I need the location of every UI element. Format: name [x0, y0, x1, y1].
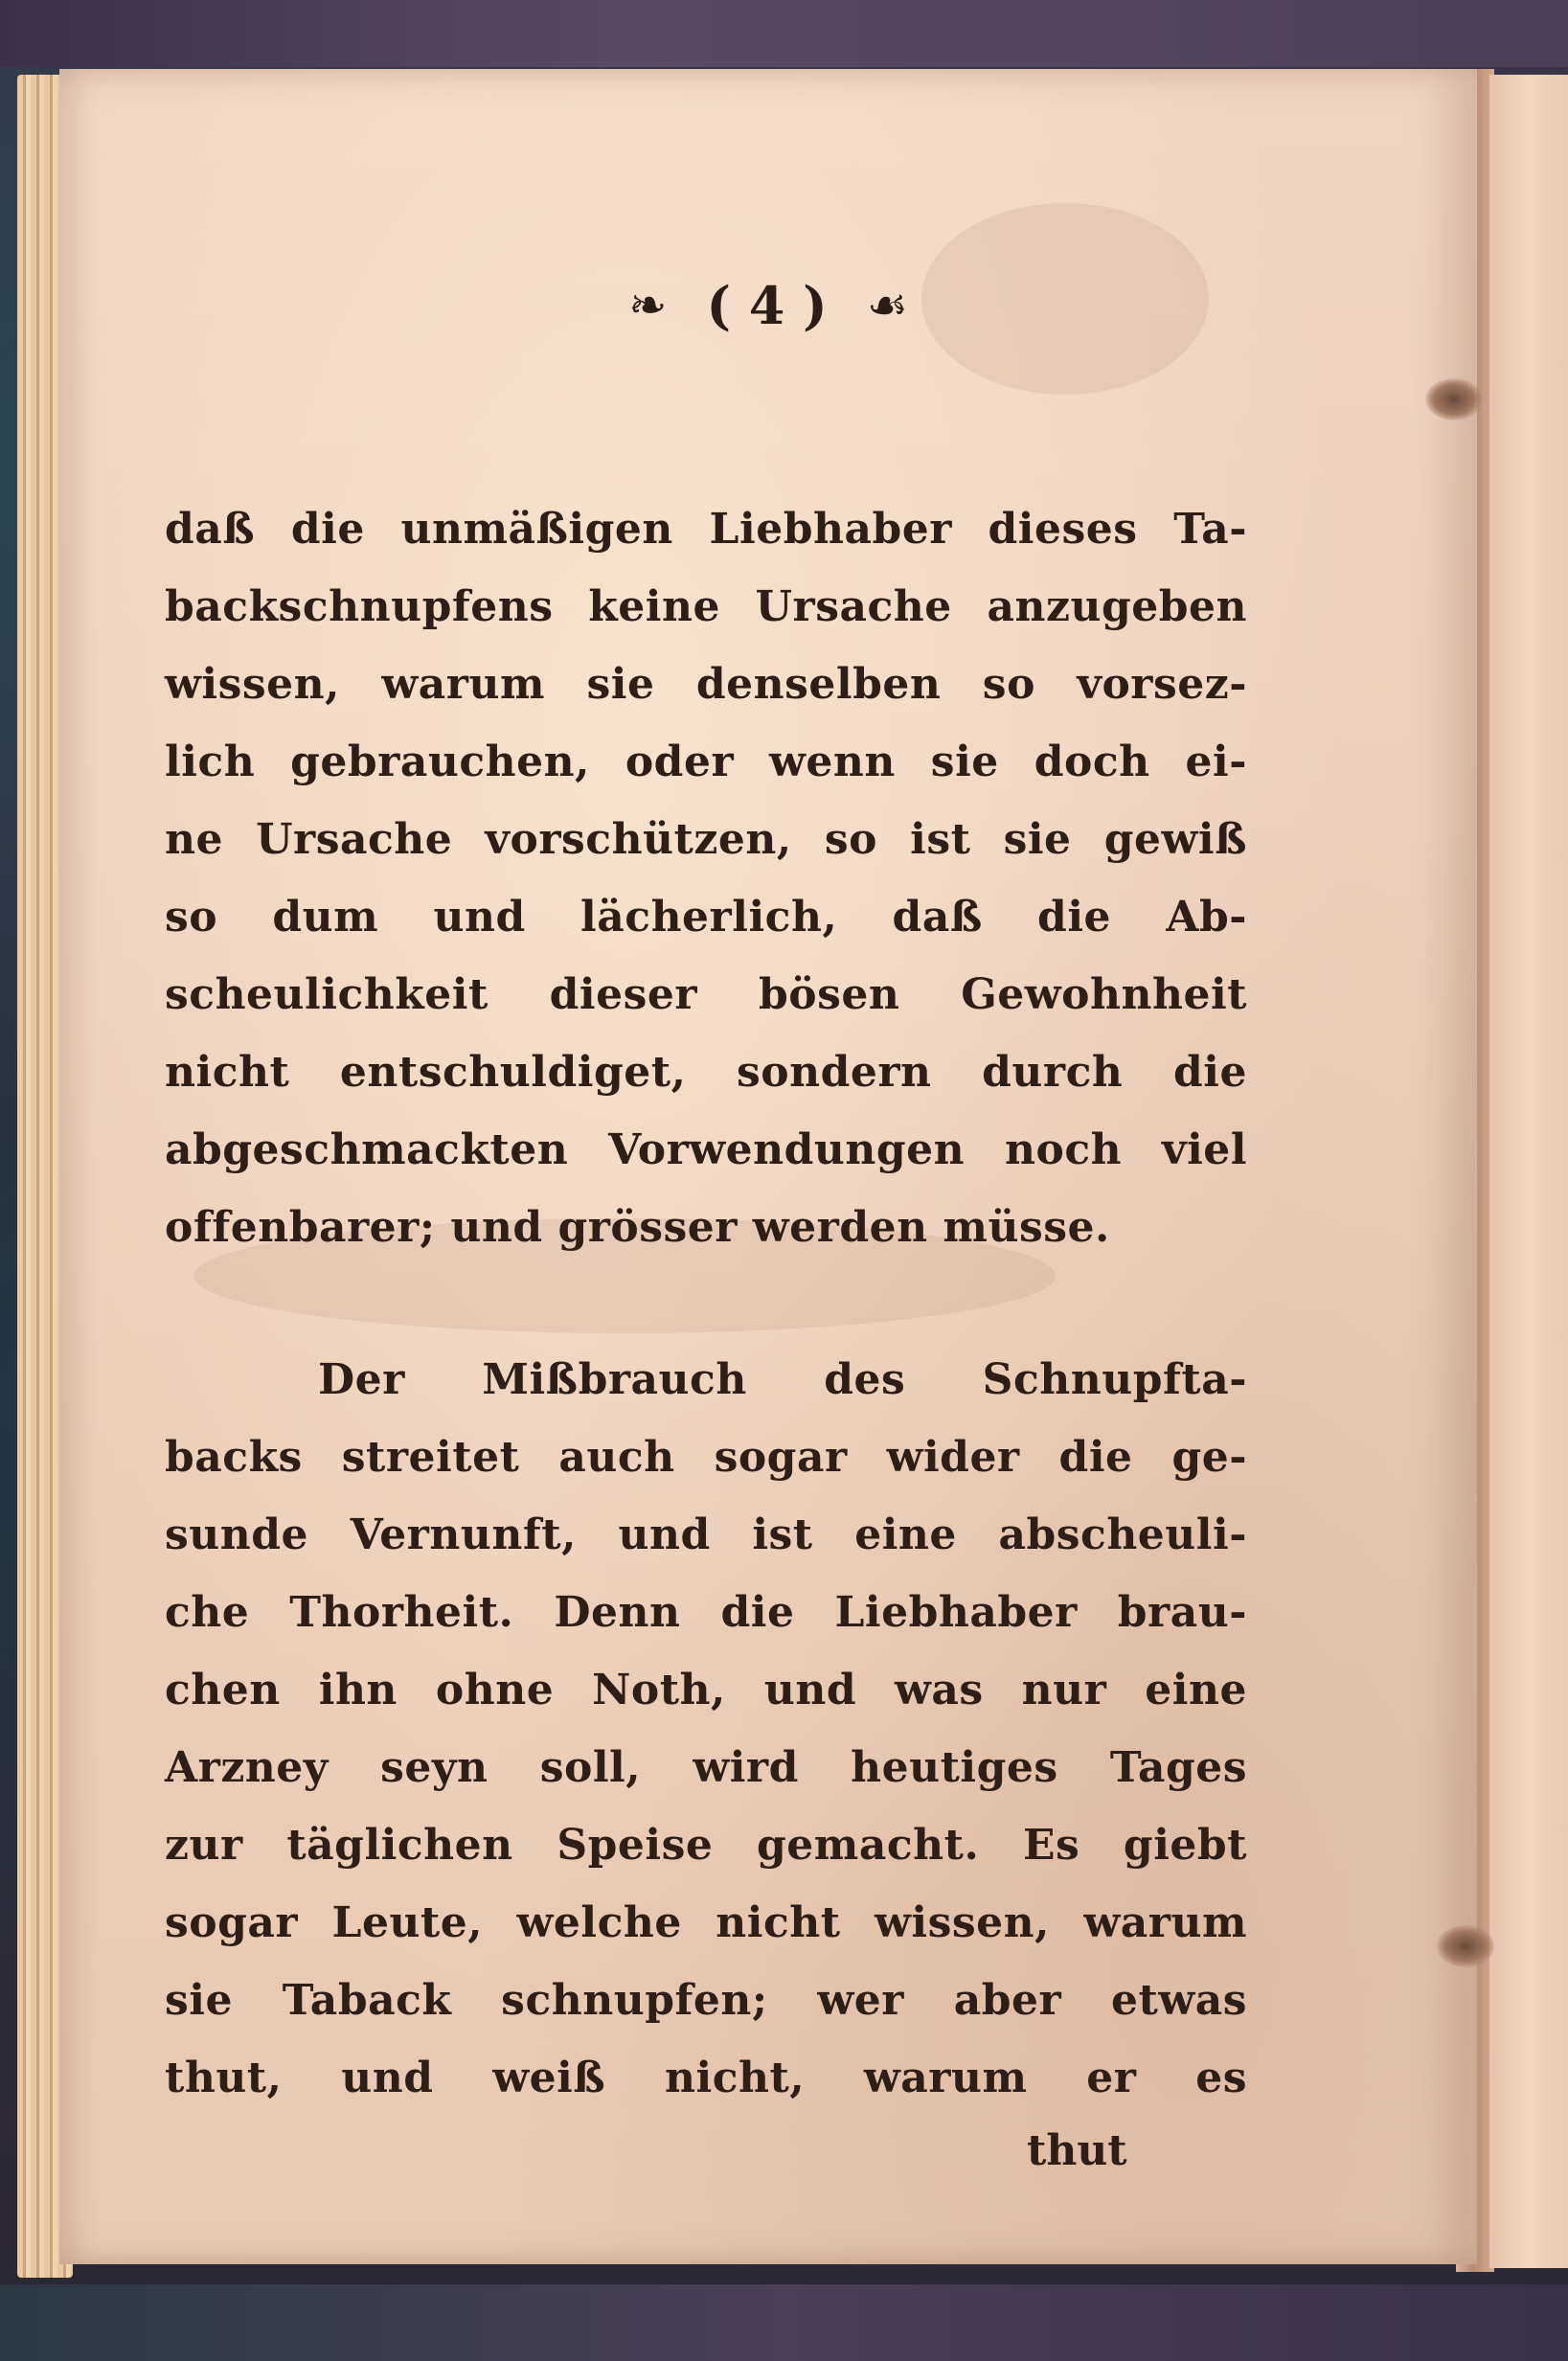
- text-line: Arzney seyn soll, wird heutiges Tages: [165, 1743, 1247, 1792]
- book-cover-top: [0, 0, 1568, 67]
- text-line: zur täglichen Speise gemacht. Es giebt: [165, 1821, 1247, 1870]
- catchword: thut: [1027, 2126, 1127, 2175]
- text-line: offenbarer; und grösser werden müsse.: [165, 1203, 1110, 1252]
- text-line: abgeschmackten Vorwendungen noch viel: [165, 1125, 1247, 1174]
- paper-tear: [1425, 378, 1483, 420]
- text-line: thut, und weiß nicht, warum er es: [165, 2054, 1247, 2102]
- ornament-right-icon: ☙: [866, 279, 908, 332]
- facing-page-edge: [1489, 75, 1568, 2268]
- paper-tear: [1437, 1925, 1494, 1967]
- text-line: Der Mißbrauch des Schnupfta-: [318, 1355, 1247, 1404]
- text-line: backs streitet auch sogar wider die ge-: [165, 1433, 1247, 1482]
- text-line: chen ihn ohne Noth, und was nur eine: [165, 1666, 1247, 1714]
- text-line: so dum und lächerlich, daß die Ab-: [165, 893, 1247, 942]
- ornament-left-icon: ❧: [628, 279, 668, 332]
- text-line: sogar Leute, welche nicht wissen, warum: [165, 1898, 1247, 1947]
- text-line: backschnupfens keine Ursache anzugeben: [165, 582, 1247, 631]
- page-text: [59, 69, 1477, 2264]
- text-line: sunde Vernunft, und ist eine abscheuli-: [165, 1510, 1247, 1559]
- page-header: [59, 275, 1477, 336]
- text-line: lich gebrauchen, oder wenn sie doch ei-: [165, 738, 1247, 786]
- book-page: [59, 69, 1477, 2264]
- text-line: daß die unmäßigen Liebhaber dieses Ta-: [165, 505, 1247, 554]
- text-line: che Thorheit. Denn die Liebhaber brau-: [165, 1588, 1247, 1637]
- text-line: scheulichkeit dieser bösen Gewohnheit: [165, 970, 1247, 1019]
- paragraph-1: [165, 490, 1247, 1266]
- text-line: nicht entschuldiget, sondern durch die: [165, 1048, 1247, 1097]
- book-cover-bottom: [0, 2284, 1568, 2361]
- text-line: wissen, warum sie denselben so vorsez-: [165, 660, 1247, 709]
- text-line: sie Taback schnupfen; wer aber etwas: [165, 1976, 1247, 2025]
- paragraph-2: [165, 1341, 1247, 2117]
- page-number: ( 4 ): [706, 275, 828, 336]
- text-line: ne Ursache vorschützen, so ist sie gewiß: [165, 815, 1247, 864]
